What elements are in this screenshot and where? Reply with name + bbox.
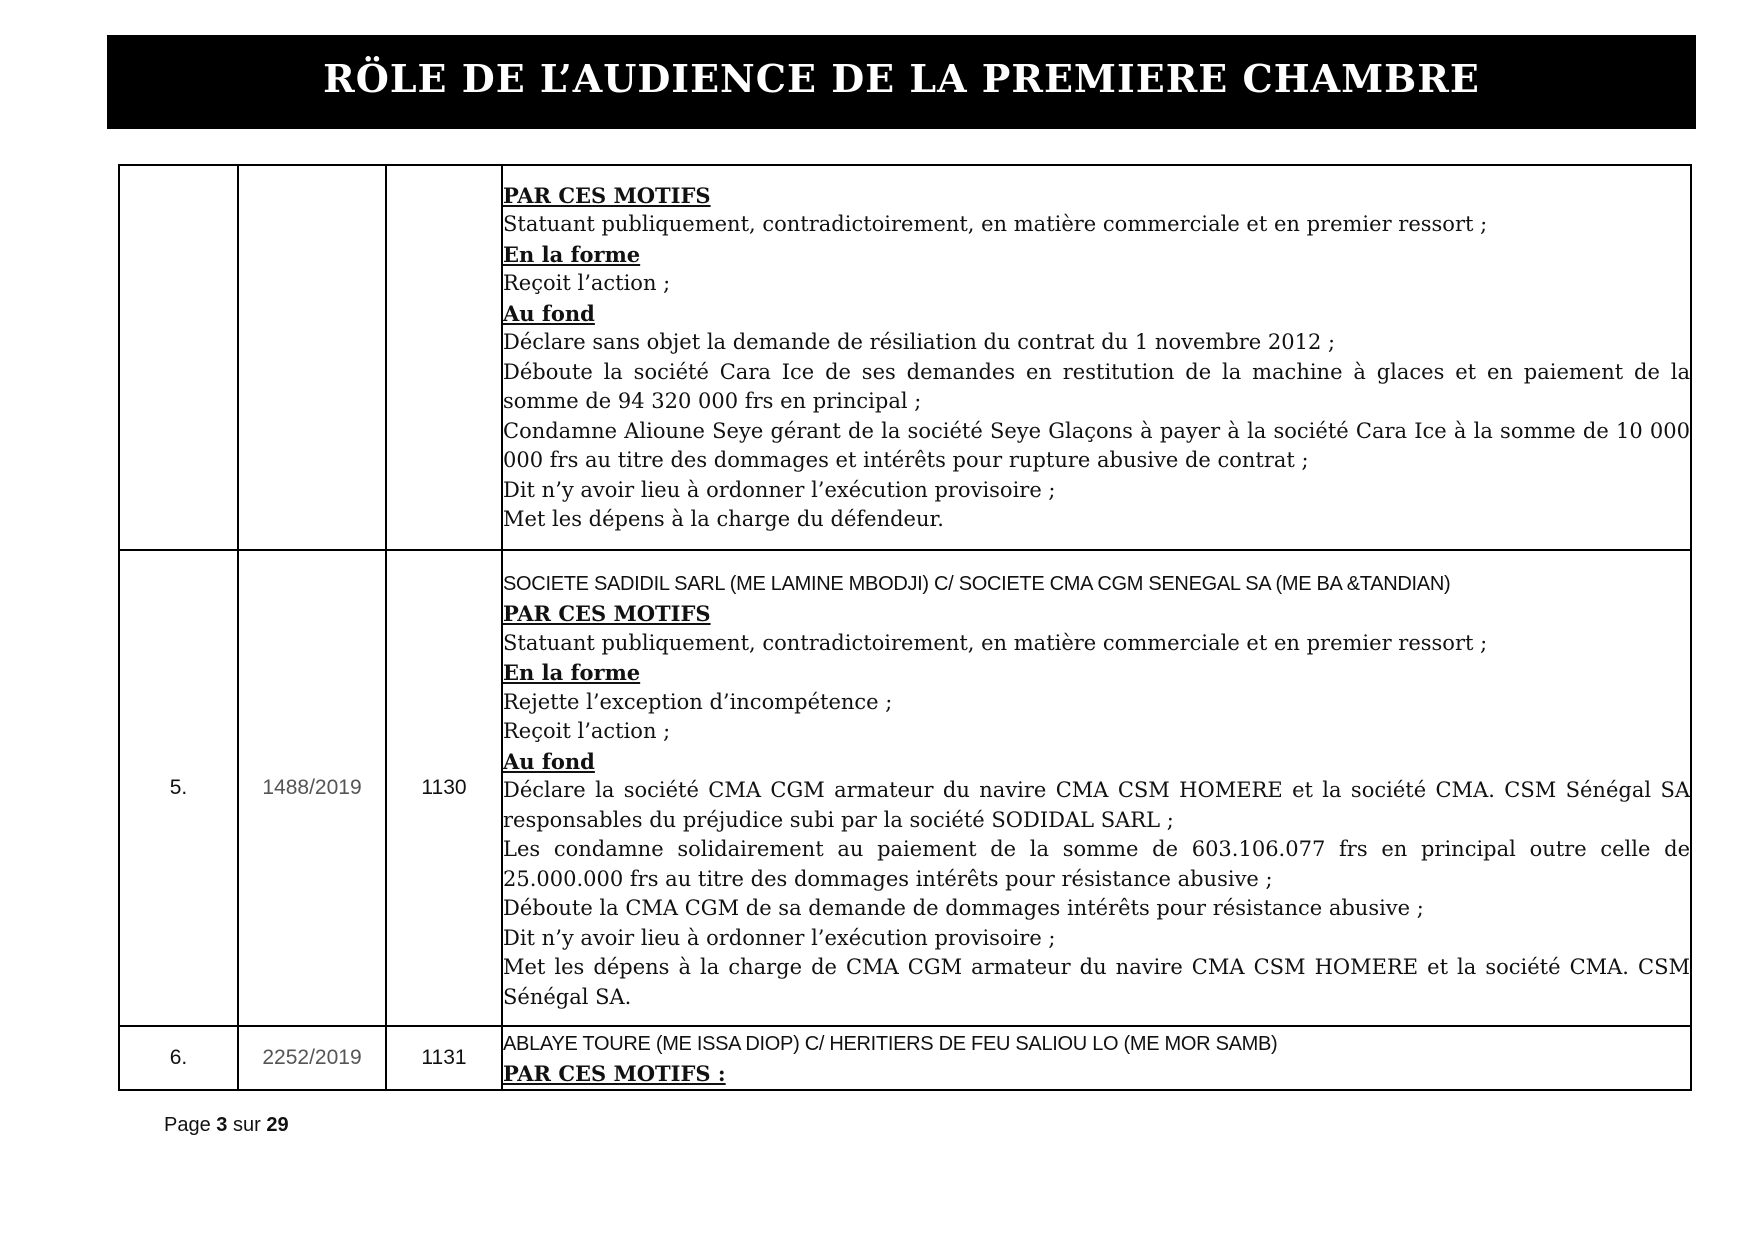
row-number: 6.	[119, 1026, 238, 1090]
row-decision	[502, 165, 1691, 550]
row-rg-number: 2252/2019	[238, 1026, 386, 1090]
page-title: RÖLE DE L’AUDIENCE DE LA PREMIERE CHAMBRE	[323, 55, 1480, 101]
decision-heading: PAR CES MOTIFS	[503, 182, 711, 208]
decision-line: Met les dépens à la charge de CMA CGM armateur du navire CMA CSM HOMERE et la société CMA. CSM Sénégal SA.	[503, 955, 1690, 1009]
decision-line: Dit n’y avoir lieu à ordonner l’exécution provisoire ;	[503, 477, 1056, 502]
row-parties: SOCIETE SADIDIL SARL (ME LAMINE MBODJI) C/ SOCIETE CMA CGM SENEGAL SA (ME BA &TANDIAN)	[503, 572, 1451, 595]
decision-line: Rejette l’exception d’incompétence ;	[503, 689, 893, 714]
decision-line: Déboute la CMA CGM de sa demande de dommages intérêts pour résistance abusive ;	[503, 896, 1424, 921]
row-parties: ABLAYE TOURE (ME ISSA DIOP) C/ HERITIERS DE FEU SALIOU LO (ME MOR SAMB)	[503, 1032, 1278, 1055]
row-number	[119, 165, 238, 550]
row-decision	[502, 550, 1691, 1026]
decision-line: Statuant publiquement, contradictoirement, en matière commerciale et en premier ressort ;	[503, 212, 1488, 236]
decision-heading: En la forme	[503, 241, 641, 267]
footer-page-number: 3	[216, 1114, 228, 1136]
decision-line: Condamne Alioune Seye gérant de la société Seye Glaçons à payer à la société Cara Ice à la somme de 10 000 000 frs au titre des dommages et intérêts pour rupture abusive de contrat ;	[503, 418, 1690, 472]
decision-heading: PAR CES MOTIFS	[503, 601, 711, 627]
row-number: 5.	[119, 550, 238, 1026]
audience-table	[118, 164, 1692, 1091]
table-row	[119, 1026, 1691, 1090]
decision-line: Dit n’y avoir lieu à ordonner l’exécution provisoire ;	[503, 925, 1056, 950]
row-jugement-number	[386, 165, 502, 550]
decision-heading: Au fond	[503, 300, 595, 326]
footer-page-total: 29	[266, 1114, 289, 1136]
decision-line: Les condamne solidairement au paiement de la somme de 603.106.077 frs en principal outre celle de 25.000.000 frs au titre des dommages intérêts pour résistance abusive ;	[503, 837, 1690, 891]
decision-line: Reçoit l’action ;	[503, 271, 671, 295]
decision-line: Met les dépens à la charge du défendeur.	[503, 507, 944, 531]
decision-line: Déclare sans objet la demande de résiliation du contrat du 1 novembre 2012 ;	[503, 330, 1336, 354]
row-jugement-number: 1131	[386, 1026, 502, 1090]
table-row	[119, 550, 1691, 1026]
row-decision	[502, 1026, 1691, 1090]
footer-page-label: Page	[164, 1114, 211, 1136]
page-footer	[164, 1114, 289, 1137]
decision-line: Déclare la société CMA CGM armateur du navire CMA CSM HOMERE et la société CMA. CSM Sénégal SA responsables du préjudice subi par la société SODIDAL SARL ;	[503, 778, 1690, 832]
header-bar	[107, 35, 1696, 129]
decision-heading: En la forme	[503, 660, 641, 686]
decision-heading: PAR CES MOTIFS :	[503, 1061, 726, 1086]
decision-line: Déboute la société Cara Ice de ses demandes en restitution de la machine à glaces et en paiement de la somme de 94 320 000 frs en principal ;	[503, 359, 1690, 413]
audience-table-body	[119, 165, 1691, 1090]
decision-line: Reçoit l’action ;	[503, 719, 671, 744]
table-row	[119, 165, 1691, 550]
row-jugement-number: 1130	[386, 550, 502, 1026]
row-rg-number	[238, 165, 386, 550]
row-rg-number: 1488/2019	[238, 550, 386, 1026]
decision-line: Statuant publiquement, contradictoirement, en matière commerciale et en premier ressort ;	[503, 630, 1488, 655]
footer-of-label: sur	[232, 1114, 261, 1136]
decision-heading: Au fond	[503, 748, 595, 774]
